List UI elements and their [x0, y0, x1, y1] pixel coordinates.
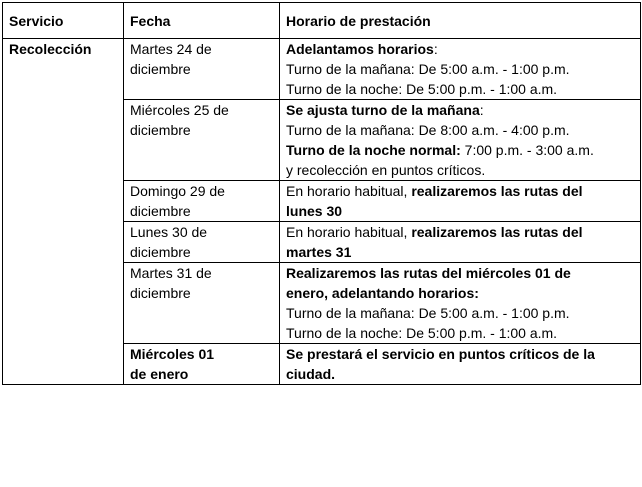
horario-line: [286, 79, 634, 99]
fecha-cell: [124, 222, 280, 263]
horario-text: Turno de la mañana: De 5:00 a.m. - 1:00 p.m.: [286, 305, 570, 321]
horario-text: Turno de la mañana: De 8:00 a.m. - 4:00 p.m.: [286, 122, 570, 138]
horario-text: Turno de la noche normal:: [286, 142, 461, 158]
fecha-cell: [124, 100, 280, 181]
horario-text: Turno de la noche: De 5:00 p.m. - 1:00 a.m.: [286, 81, 558, 97]
horario-line: [286, 344, 634, 364]
header-row: [3, 3, 641, 39]
fecha-line: Lunes 30 de: [130, 224, 208, 240]
horario-text: :: [479, 102, 484, 118]
fecha-line: Miércoles 25 de: [130, 102, 229, 118]
table-row: [3, 39, 641, 100]
horario-line: [286, 364, 634, 384]
fecha-cell: [124, 39, 280, 100]
fecha-line: diciembre: [130, 203, 191, 219]
horario-line: [286, 201, 634, 221]
horario-line: [286, 160, 634, 180]
horario-text: ciudad.: [286, 366, 336, 382]
horario-text: realizaremos las rutas del: [411, 183, 583, 199]
horario-text: En horario habitual,: [286, 224, 412, 240]
horario-text: y recolección en puntos críticos.: [286, 162, 486, 178]
horario-line: [286, 283, 634, 303]
horario-cell: [280, 344, 641, 385]
horario-text: 7:00 p.m. - 3:00 a.m.: [460, 142, 594, 158]
horario-cell: [280, 100, 641, 181]
fecha-line: diciembre: [130, 122, 191, 138]
horario-line: [286, 39, 634, 59]
horario-text: :: [433, 41, 438, 57]
horario-text: En horario habitual,: [286, 183, 412, 199]
horario-line: [286, 242, 634, 262]
horario-text: Realizaremos las rutas del miércoles 01 de: [286, 265, 571, 281]
servicio-cell: Recolección: [3, 39, 124, 385]
horario-cell: [280, 39, 641, 100]
fecha-line: diciembre: [130, 61, 191, 77]
fecha-line: Domingo 29 de: [130, 183, 225, 199]
fecha-line: diciembre: [130, 285, 191, 301]
horario-text: Se prestará el servicio en puntos críticos de la: [286, 346, 595, 362]
horario-cell: [280, 181, 641, 222]
horario-text: lunes 30: [286, 203, 343, 219]
fecha-line: diciembre: [130, 244, 191, 260]
fecha-line: Miércoles 01: [130, 346, 215, 362]
table-body: [3, 39, 641, 385]
horario-line: [286, 303, 634, 323]
horario-line: [286, 263, 634, 283]
horario-cell: [280, 222, 641, 263]
fecha-line: de enero: [130, 366, 189, 382]
schedule-table: [2, 2, 641, 385]
header-servicio: Servicio: [3, 3, 124, 39]
header-horario: Horario de prestación: [280, 3, 641, 39]
horario-text: enero, adelantando horarios:: [286, 285, 479, 301]
fecha-cell: [124, 263, 280, 344]
horario-text: martes 31: [286, 244, 352, 260]
horario-text: realizaremos las rutas del: [411, 224, 583, 240]
horario-line: [286, 100, 634, 120]
horario-line: [286, 59, 634, 79]
header-fecha: Fecha: [124, 3, 280, 39]
fecha-cell: [124, 344, 280, 385]
horario-line: [286, 323, 634, 343]
horario-line: [286, 222, 634, 242]
horario-text: Turno de la noche: De 5:00 p.m. - 1:00 a.m.: [286, 325, 558, 341]
fecha-line: Martes 24 de: [130, 41, 212, 57]
horario-line: [286, 140, 634, 160]
horario-cell: [280, 263, 641, 344]
horario-line: [286, 120, 634, 140]
fecha-cell: [124, 181, 280, 222]
horario-text: Turno de la mañana: De 5:00 a.m. - 1:00 p.m.: [286, 61, 570, 77]
horario-text: Se ajusta turno de la mañana: [286, 102, 480, 118]
horario-line: [286, 181, 634, 201]
horario-text: Adelantamos horarios: [286, 41, 434, 57]
fecha-line: Martes 31 de: [130, 265, 212, 281]
